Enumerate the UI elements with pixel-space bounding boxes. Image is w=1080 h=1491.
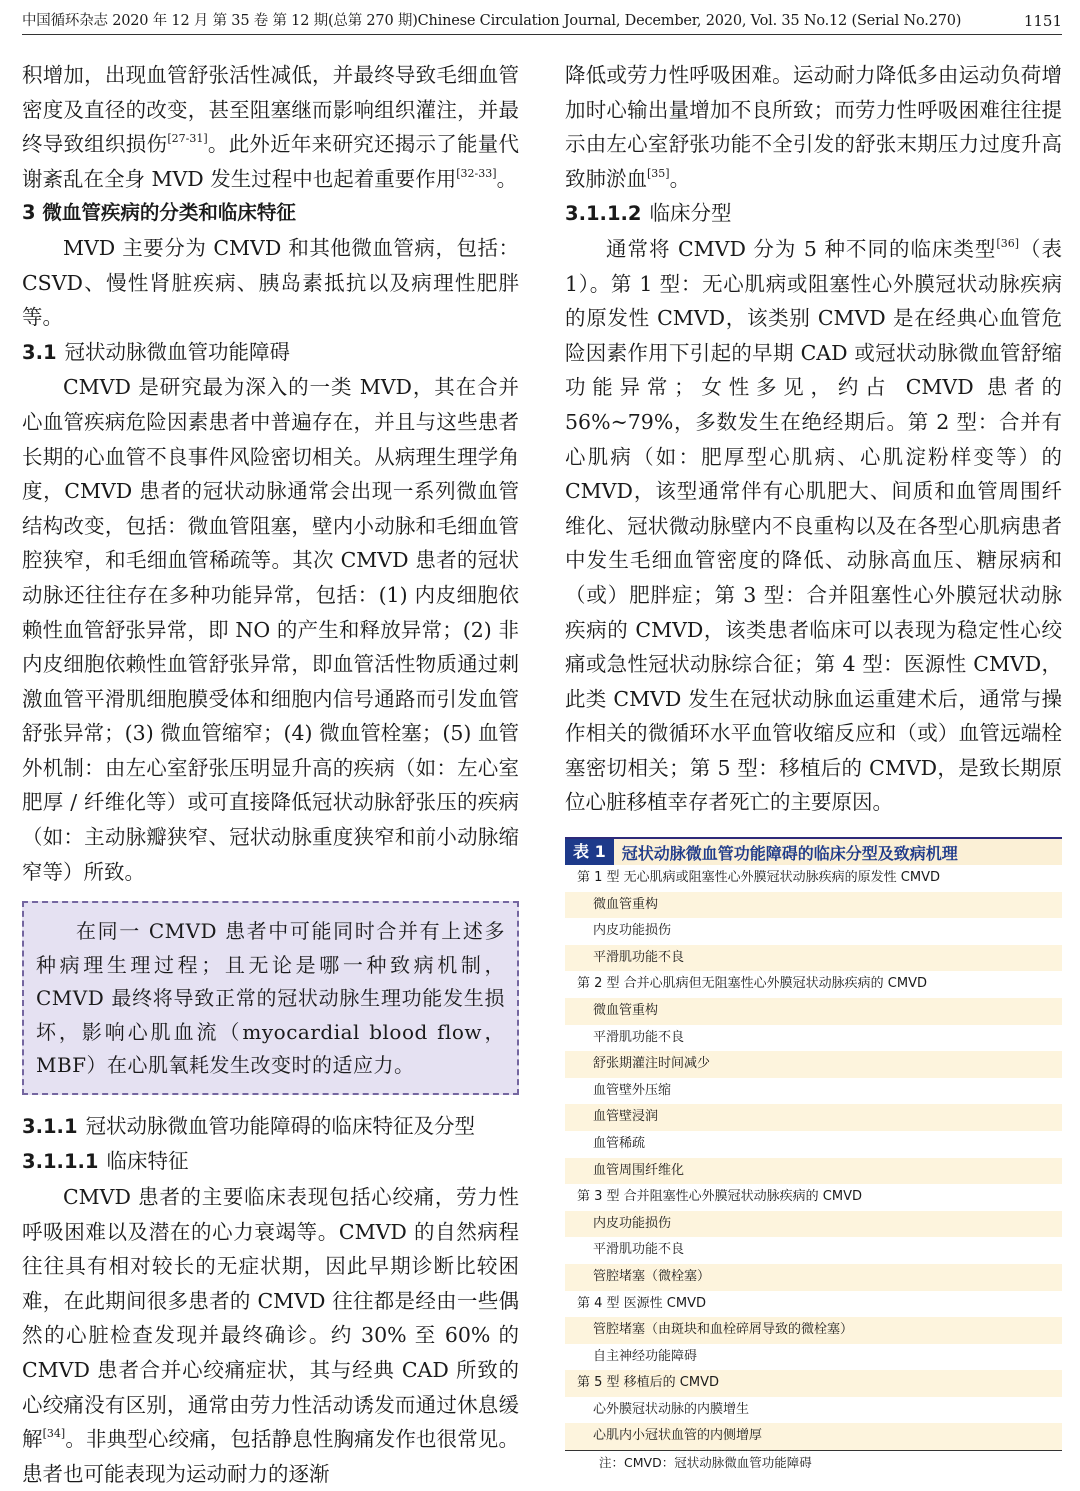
table-row: 血管稀疏: [593, 1135, 646, 1151]
right-column: [565, 58, 1062, 820]
paragraph: 降低或劳力性呼吸困难。运动耐力降低多由运动负荷增加时心输出量增加不良所致；而劳力性呼吸困难往往提示由左心室舒张功能不全引发的舒张末期压力过度升高致肺淤血[35]。: [565, 63, 1062, 191]
table-row: 血管周围纤维化: [565, 1158, 1062, 1185]
table-row: 血管壁浸润: [565, 1104, 1062, 1131]
journal-citation: 中国循环杂志 2020 年 12 月 第 35 卷 第 12 期(总第 270 期)Chinese Circulation Journal, December, 2020, Vol. 35 No.12 (Serial No.270): [22, 13, 962, 29]
table-label: 表 1: [565, 839, 614, 865]
table-group-row: 第 5 型 移植后的 CMVD: [565, 1370, 1062, 1397]
table-group-row: 第 2 型 合并心肌病但无阻塞性心外膜冠状动脉疾病的 CMVD: [577, 976, 927, 992]
table-group-row: 第 3 型 合并阻塞性心外膜冠状动脉疾病的 CMVD: [577, 1189, 862, 1205]
subsection-heading: 3.1.1.1 临床特征: [22, 1149, 189, 1174]
table-note: 注：CMVD：冠状动脉微血管功能障碍: [599, 1455, 812, 1471]
page-number: 1151: [1023, 12, 1062, 30]
paragraph: CMVD 是研究最为深入的一类 MVD，其在合并心血管疾病危险因素患者中普遍存在，并且与这些患者长期的心血管不良事件风险密切相关。从病理生理学角度，CMVD 患者的冠状动脉通常会出现一系列微血管结构改变，包括：微血管阻塞，壁内小动脉和毛细血管腔狭窄，和毛细血管稀疏等。其次 CMVD 患者的冠状动脉还往往存在多种功能异常，包括：(1) 内皮细胞依赖性血管舒张异常，即 NO 的产生和释放异常；(2) 非内皮细胞依赖性血管舒张异常，即血管活性物质通过刺激血管平滑肌细胞膜受体和细胞内信号通路而引发血管舒张异常；(3) 微血管缩窄；(4) 微血管栓塞；(5) 血管外机制：由左心室舒张压明显升高的疾病（如：左心室肥厚 / 纤维化等）或可直接降低冠状动脉舒张压的疾病（如：主动脉瓣狭窄、冠状动脉重度狭窄和前小动脉缩窄等）所致。: [22, 375, 519, 884]
table-row: 心肌内小冠状血管的内侧增厚: [565, 1423, 1062, 1450]
table-row: 管腔堵塞（微栓塞）: [565, 1264, 1062, 1291]
callout-text: 在同一 CMVD 患者中可能同时合并有上述多种病理生理过程；且无论是哪一种致病机制，CMVD 最终将导致正常的冠状动脉生理功能发生损坏，影响心肌血流（myocardial blood flow，MBF）在心肌氧耗发生改变时的适应力。: [36, 919, 505, 1078]
running-header: [22, 8, 1062, 35]
table-caption: [565, 837, 1062, 865]
table-body: [565, 865, 1062, 1450]
table-row: 内皮功能损伤: [593, 923, 672, 939]
table-row: 舒张期灌注时间减少: [565, 1051, 1062, 1078]
citation[interactable]: [34]: [42, 1427, 66, 1441]
table-row: 心外膜冠状动脉的内膜增生: [593, 1401, 750, 1417]
left-column: [22, 58, 519, 1491]
citation[interactable]: [36]: [996, 236, 1020, 250]
subsection-heading: 3.1.1.2 临床分型: [565, 201, 732, 226]
table-row: 微血管重构: [565, 892, 1062, 919]
section-heading: 3 微血管疾病的分类和临床特征: [22, 201, 296, 225]
table-1: [565, 837, 1062, 1475]
table-row: 平滑肌功能不良: [593, 1029, 685, 1045]
subsection-heading: 3.1.1 冠状动脉微血管功能障碍的临床特征及分型: [22, 1113, 476, 1138]
table-row: 微血管重构: [565, 998, 1062, 1025]
table-row: 平滑肌功能不良: [593, 1242, 685, 1258]
paragraph: 通常将 CMVD 分为 5 种不同的临床类型[36]（表 1）。第 1 型：无心肌病或阻塞性心外膜冠状动脉疾病的原发性 CMVD，该类别 CMVD 是在经典心血管危险因素作用下引起的早期 CAD 或冠状动脉微血管舒缩功能异常；女性多见，约占 CMVD 患者的 56%~79%，多数发生在绝经期后。第 2 型：合并有心肌病（如：肥厚型心肌病、心肌淀粉样变等）的 CMVD，该型通常伴有心肌肥大、间质和血管周围纤维化、冠状微动脉壁内不良重构以及在各型心肌病患者中发生毛细血管密度的降低、动脉高血压、糖尿病和（或）肥胖症；第 3 型：合并阻塞性心外膜冠状动脉疾病的 CMVD，该类患者临床可以表现为稳定性心绞痛或急性冠状动脉综合征；第 4 型：医源性 CMVD，此类 CMVD 发生在冠状动脉血运重建术后，通常与操作相关的微循环水平血管收缩反应和（或）血管远端栓塞密切相关；第 5 型：移植后的 CMVD，是致长期原位心脏移植幸存者死亡的主要原因。: [565, 236, 1063, 815]
highlight-box: [22, 901, 519, 1095]
paragraph: CMVD 患者的主要临床表现包括心绞痛，劳力性呼吸困难以及潜在的心力衰竭等。CMVD 的自然病程往往具有相对较长的无症状期，因此早期诊断比较困难，在此期间很多患者的 CMVD 往往都是经由一些偶然的心脏检查发现并最终确诊。约 30% 至 60% 的 CMVD 患者合并心绞痛症状，其与经典 CAD 所致的心绞痛没有区别，通常由劳力性活动诱发而通过休息缓解[34]。非典型心绞痛，包括静息性胸痛发作也很常见。患者也可能表现为运动耐力的逐渐: [22, 1184, 520, 1486]
subsection-heading: 3.1 冠状动脉微血管功能障碍: [22, 339, 291, 364]
table-group-row: 第 4 型 医源性 CMVD: [577, 1295, 706, 1311]
table-title: 冠状动脉微血管功能障碍的临床分型及致病机理: [621, 843, 958, 863]
paragraph: 积增加，出现血管舒张活性减低，并最终导致毛细血管密度及直径的改变，甚至阻塞继而影响组织灌注，并最终导致组织损伤[27-31]。此外近年来研究还揭示了能量代谢紊乱在全身 MVD 发生过程中也起着重要作用[32-33]。: [22, 63, 520, 191]
table-row: 平滑肌功能不良: [565, 945, 1062, 972]
citation[interactable]: [35]: [647, 166, 670, 180]
citation[interactable]: [32-33]: [456, 166, 497, 180]
table-group-row: 第 1 型 无心肌病或阻塞性心外膜冠状动脉疾病的原发性 CMVD: [577, 870, 940, 885]
table-row: 管腔堵塞（由斑块和血栓碎屑导致的微栓塞）: [565, 1317, 1062, 1344]
table-row: 血管壁外压缩: [593, 1082, 672, 1098]
table-row: 内皮功能损伤: [565, 1211, 1062, 1238]
table-row: 自主神经功能障碍: [593, 1348, 698, 1364]
paragraph: MVD 主要分为 CMVD 和其他微血管病，包括：CSVD、慢性肾脏疾病、胰岛素抵抗以及病理性肥胖等。: [22, 235, 519, 330]
citation[interactable]: [27-31]: [167, 132, 208, 146]
